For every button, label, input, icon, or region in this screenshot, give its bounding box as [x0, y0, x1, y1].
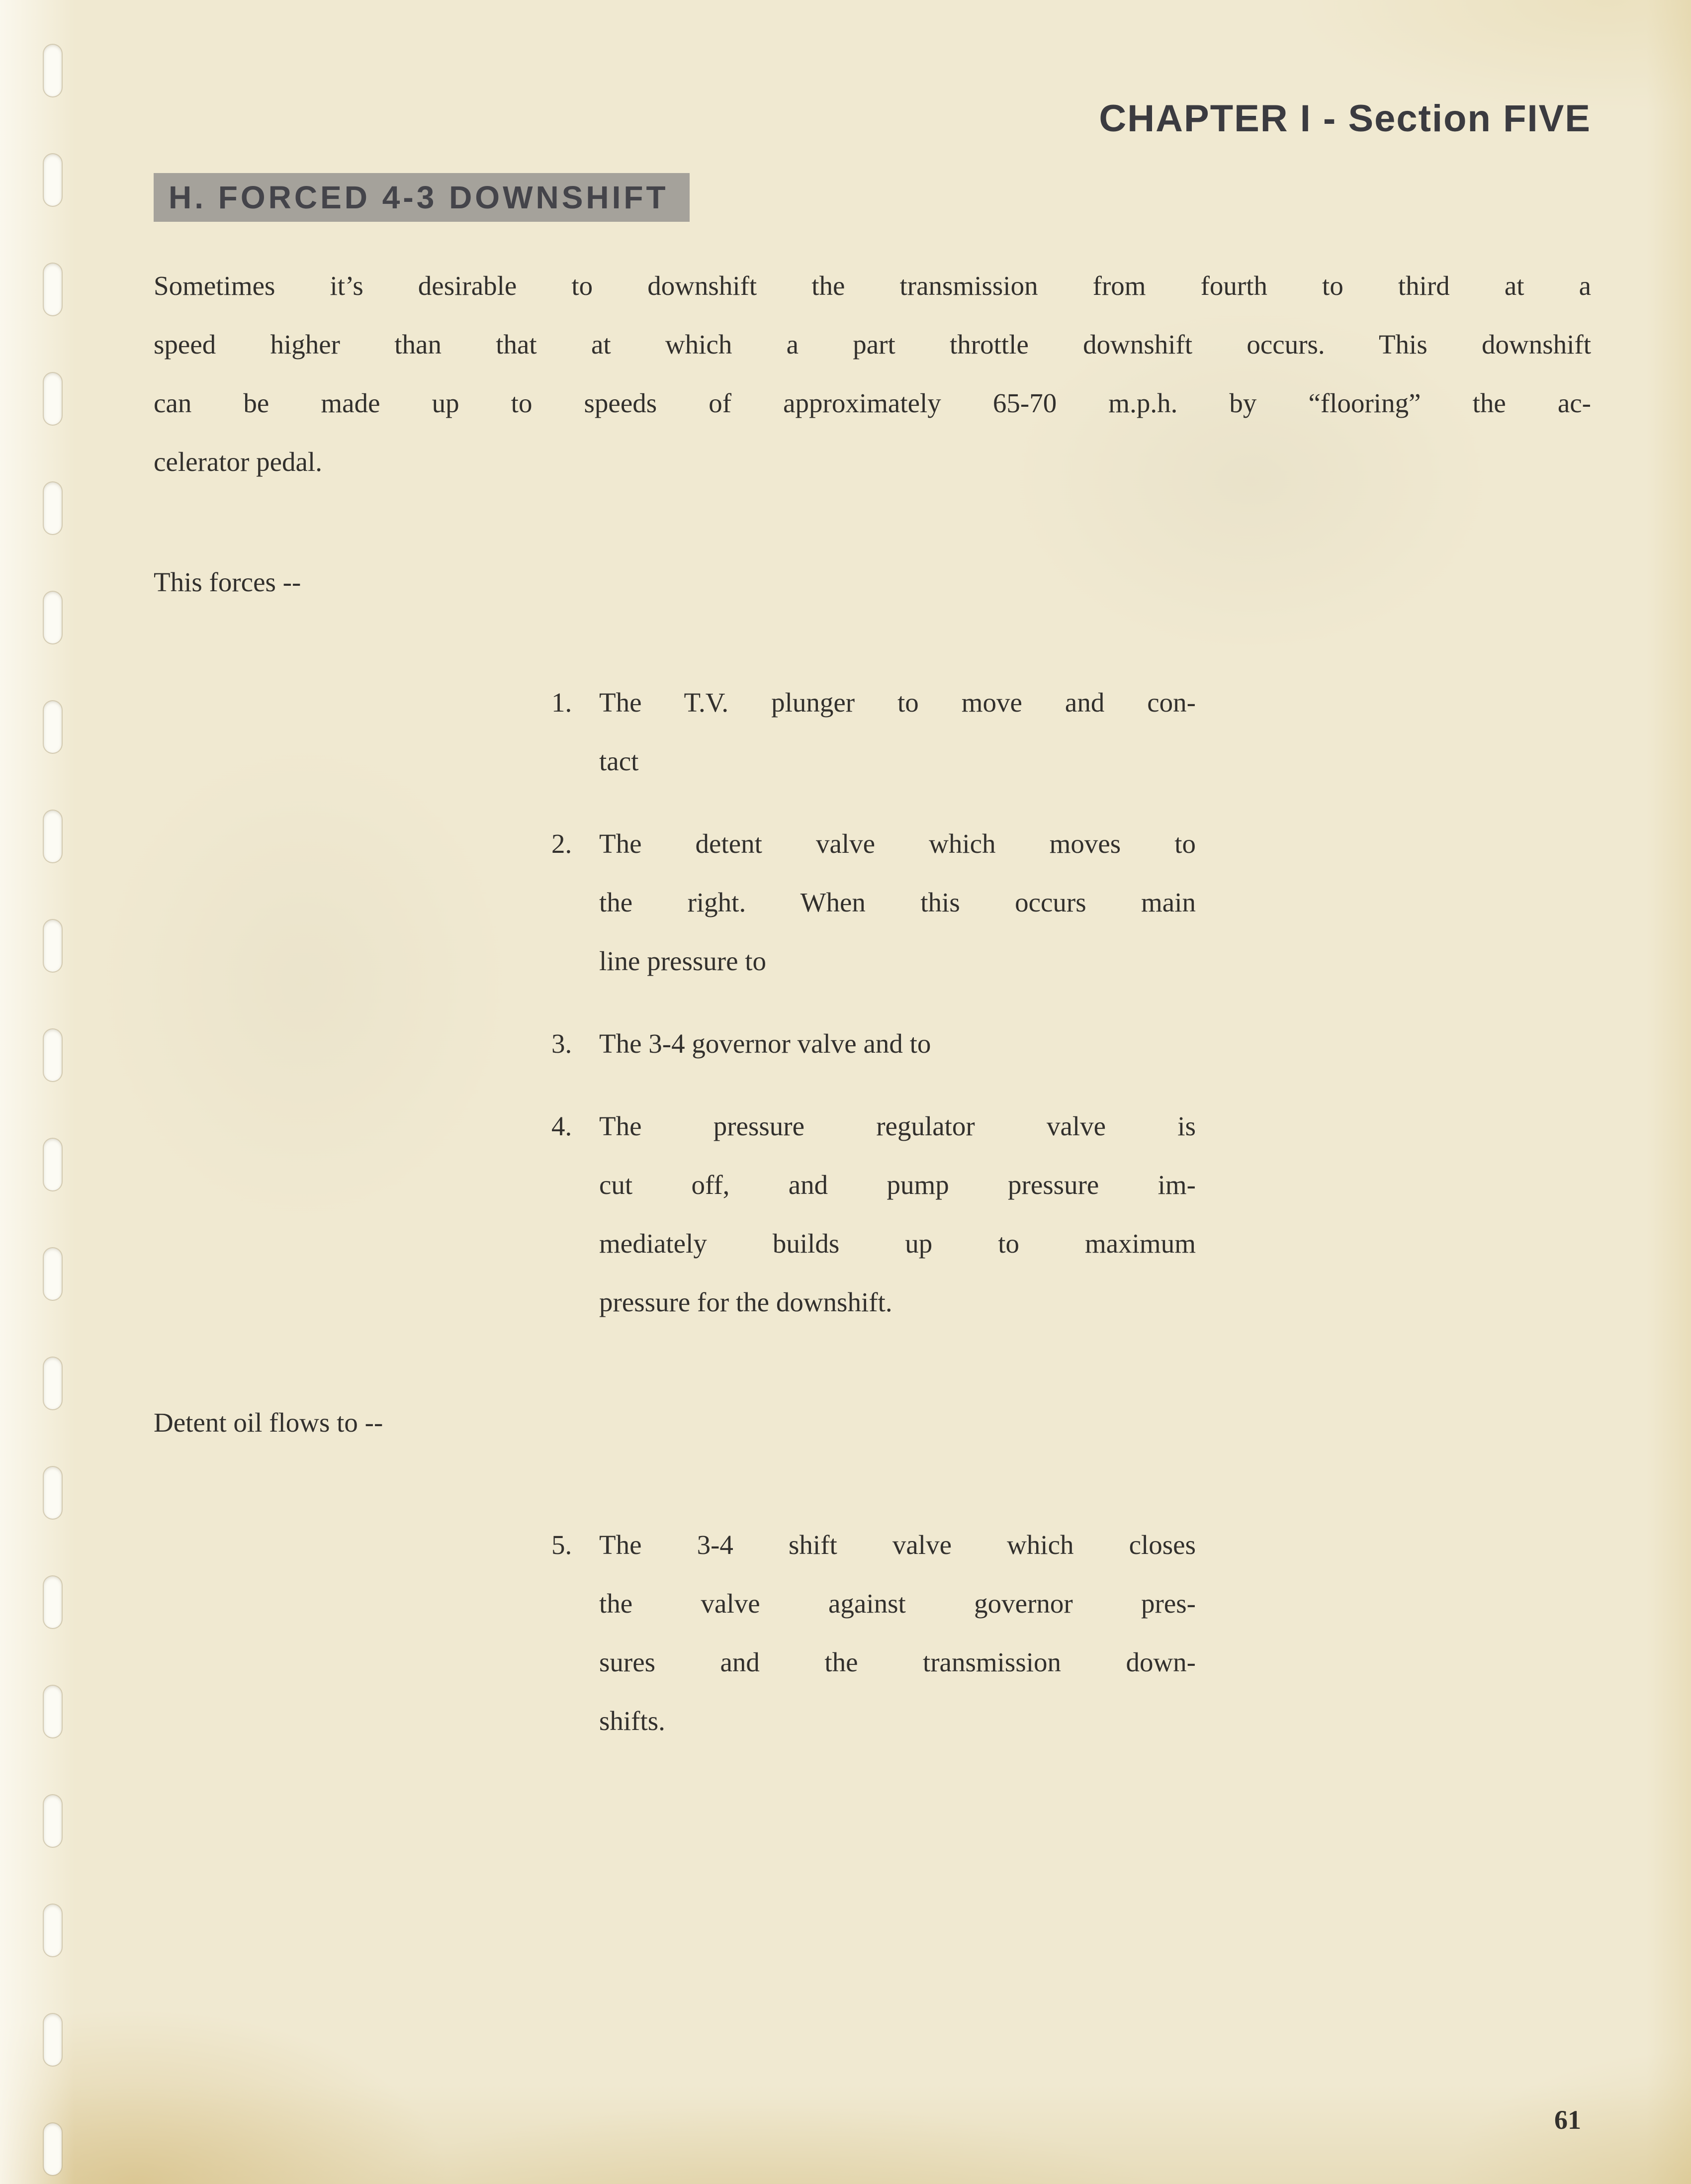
list-item-line: The detent valve which moves to: [599, 828, 1196, 859]
list-item-number: 2.: [551, 828, 572, 859]
page-content: [154, 0, 1591, 1750]
list-item-text: [599, 1097, 1196, 1332]
punch-hole: [44, 811, 62, 862]
punch-hole: [44, 920, 62, 972]
detent-label: Detent oil flows to --: [154, 1407, 383, 1438]
list-item: [551, 1516, 1591, 1750]
list-item-line: the valve against governor pres-: [599, 1588, 1196, 1619]
punch-hole: [44, 2014, 62, 2066]
list-item-line: cut off, and pump pressure im-: [599, 1170, 1196, 1200]
detent-list: [551, 1516, 1591, 1750]
paragraph-line: speed higher than that at which a part throttle downshift occurs. This downshift: [154, 329, 1591, 360]
section-heading: H. FORCED 4-3 DOWNSHIFT: [154, 173, 690, 222]
paragraph-line: Sometimes it’s desirable to downshift the transmission from fourth to third at a: [154, 271, 1591, 301]
list-item-line: sures and the transmission down-: [599, 1647, 1196, 1677]
list-item: [551, 1014, 1591, 1073]
punch-hole: [44, 264, 62, 315]
list-item-text: [599, 1014, 1196, 1073]
punch-hole: [44, 1686, 62, 1737]
list-item-number: 1.: [551, 687, 572, 718]
list-item: [551, 1097, 1591, 1332]
punch-hole: [44, 1358, 62, 1409]
punch-hole: [44, 1795, 62, 1847]
list-item: [551, 673, 1591, 791]
punch-hole: [44, 45, 62, 96]
punch-hole: [44, 373, 62, 425]
page-number: 61: [1554, 2105, 1581, 2135]
forces-list: [551, 673, 1591, 1332]
list-item-line: The 3-4 governor valve and to: [599, 1028, 931, 1059]
punch-hole: [44, 592, 62, 643]
punch-hole: [44, 1467, 62, 1519]
punch-hole: [44, 2123, 62, 2175]
list-item-number: 5.: [551, 1530, 572, 1560]
punch-hole: [44, 482, 62, 534]
list-item-text: [599, 815, 1196, 991]
list-item-line: shifts.: [599, 1706, 665, 1736]
list-item-line: mediately builds up to maximum: [599, 1228, 1196, 1259]
list-item-line: pressure for the downshift.: [599, 1287, 892, 1317]
punch-hole: [44, 154, 62, 206]
punch-hole: [44, 1905, 62, 1956]
list-item-line: tact: [599, 746, 639, 776]
chapter-header: CHAPTER I - Section FIVE: [1099, 97, 1591, 140]
forces-label: This forces --: [154, 567, 301, 597]
list-item-line: the right. When this occurs main: [599, 887, 1196, 917]
punch-hole: [44, 1576, 62, 1628]
list-item-line: line pressure to: [599, 946, 767, 976]
punch-hole: [44, 1029, 62, 1081]
section-heading-row: [154, 173, 1591, 222]
punch-hole: [44, 701, 62, 753]
paragraph-line: can be made up to speeds of approximately 65-70 m.p.h. by “flooring” the ac-: [154, 388, 1591, 418]
list-item-line: The T.V. plunger to move and con-: [599, 687, 1196, 718]
punch-hole: [44, 1139, 62, 1190]
paragraph-line: celerator pedal.: [154, 447, 322, 477]
punch-hole: [44, 1248, 62, 1300]
list-item-text: [599, 673, 1196, 791]
list-item-line: The 3-4 shift valve which closes: [599, 1530, 1196, 1560]
intro-paragraph: [154, 257, 1591, 491]
list-item-number: 4.: [551, 1111, 572, 1141]
list-item-line: The pressure regulator valve is: [599, 1111, 1196, 1141]
list-item-number: 3.: [551, 1028, 572, 1059]
list-item: [551, 815, 1591, 991]
list-item-text: [599, 1516, 1196, 1750]
